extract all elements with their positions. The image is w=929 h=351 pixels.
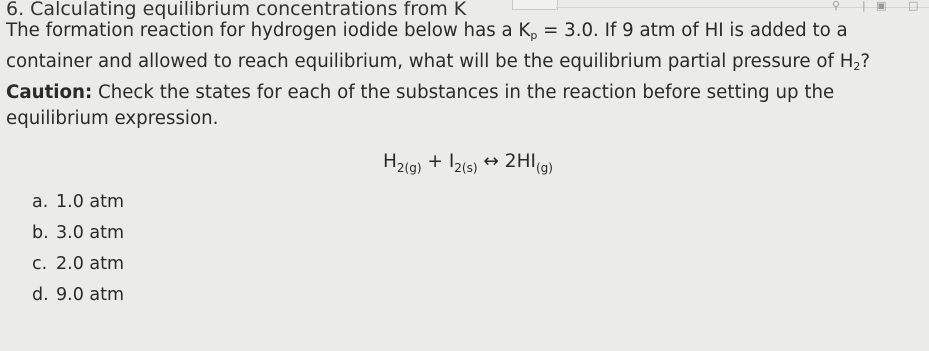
reaction-equation bbox=[383, 151, 553, 175]
question-title: 6. Calculating equilibrium concentrations from K bbox=[6, 0, 467, 20]
kp-symbol: K bbox=[518, 20, 531, 41]
body-text-4: Check the states for each of the substances in the reaction before setting up the equilibrium expression. bbox=[6, 82, 835, 129]
body-text-3: ? bbox=[860, 51, 871, 72]
product-hi-state: (g) bbox=[535, 161, 553, 175]
option-b[interactable] bbox=[32, 223, 124, 254]
toolbar-divider bbox=[556, 7, 929, 8]
h2-subscript: 2 bbox=[853, 60, 861, 73]
question-body bbox=[6, 18, 911, 132]
option-text: 3.0 atm bbox=[56, 223, 125, 243]
reactant-h2: H bbox=[383, 151, 397, 172]
option-text: 1.0 atm bbox=[56, 192, 125, 212]
body-text-1: The formation reaction for hydrogen iodide below has a bbox=[6, 20, 519, 41]
option-text: 9.0 atm bbox=[56, 285, 125, 305]
option-a[interactable] bbox=[32, 192, 124, 223]
option-c[interactable] bbox=[32, 254, 124, 285]
option-letter: c. bbox=[32, 254, 48, 274]
h2-symbol: H bbox=[839, 51, 854, 72]
kp-subscript: p bbox=[530, 29, 538, 42]
option-text: 2.0 atm bbox=[56, 254, 125, 274]
body-text-2: = 3.0. If 9 atm of HI is added to a container and allowed to reach equilibrium, what will be the equilibrium partial pressure of bbox=[6, 20, 848, 72]
option-letter: d. bbox=[32, 285, 49, 305]
separator-icon: | bbox=[862, 0, 866, 12]
option-letter: b. bbox=[32, 223, 49, 243]
lock-icon[interactable]: ▣ bbox=[876, 0, 887, 12]
plus-sign: + bbox=[421, 151, 449, 172]
reactant-h2-state: 2(g) bbox=[396, 161, 422, 175]
search-icon[interactable]: ⚲ bbox=[832, 0, 841, 12]
toolbar-field[interactable] bbox=[512, 0, 558, 10]
caution-label: Caution: bbox=[6, 82, 93, 103]
answer-options bbox=[32, 192, 124, 316]
equilibrium-arrow: ↔ bbox=[477, 151, 505, 172]
option-letter: a. bbox=[32, 192, 49, 212]
option-d[interactable] bbox=[32, 285, 124, 316]
reactant-i2: I bbox=[448, 151, 455, 172]
reactant-i2-state: 2(s) bbox=[454, 161, 478, 175]
window-icon[interactable]: □ bbox=[908, 0, 919, 12]
product-hi: 2HI bbox=[504, 151, 536, 172]
